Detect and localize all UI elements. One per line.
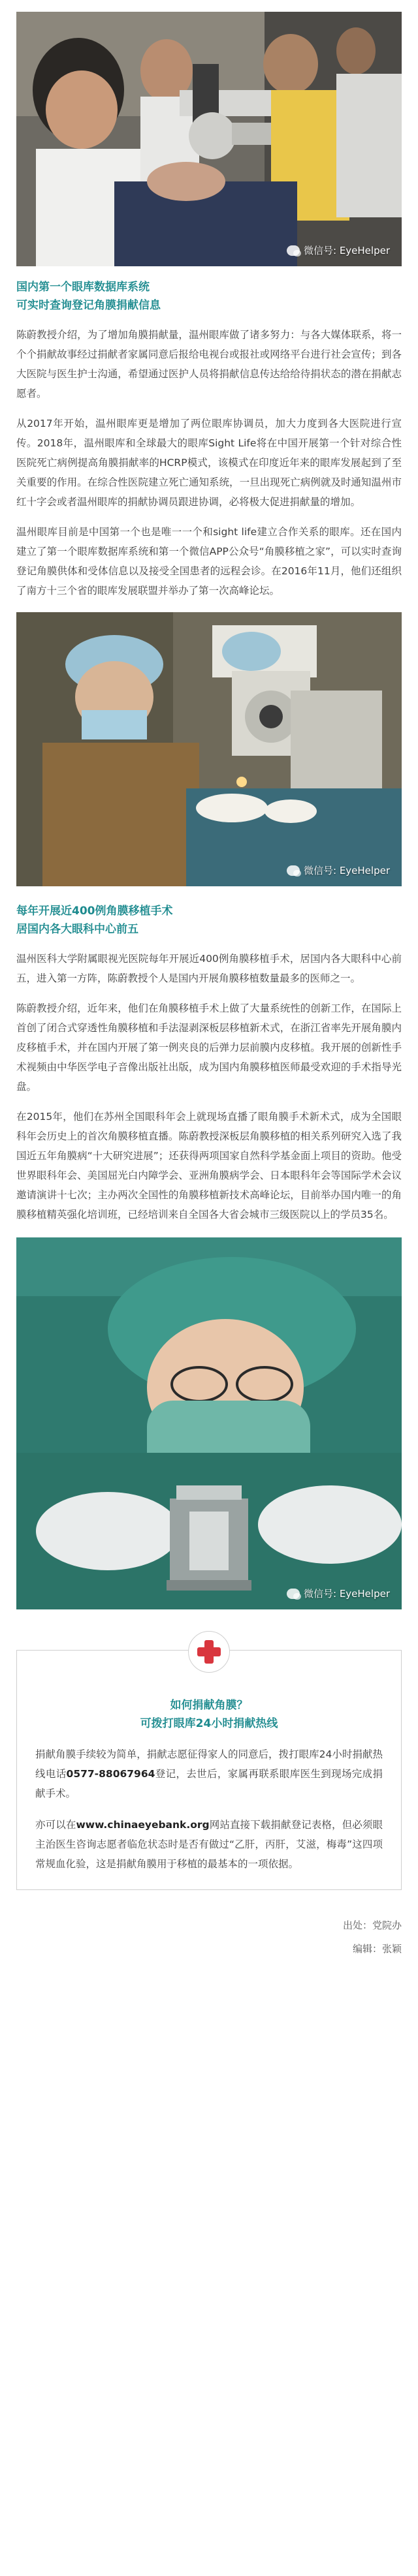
source-credit: 出处：党院办: [342, 1919, 402, 1931]
section1-heading-line1: 国内第一个眼库数据库系统: [16, 281, 150, 294]
section2-paragraph: 陈蔚教授介绍，近年来，他们在角膜移植手术上做了大量系统性的创新工作，在国际上首创了闭合式穿透性角膜移植和手法湿剥深板层移植新术式，在浙江省率先开展角膜内皮移植手术，并在国内开展了第一例夹良的后弹力层前膜内皮移植。我开展的创新性手术视频由中华医学电子音像出版社出版，成为国内角膜移植医师最受欢迎的手术指导光盘。: [16, 1002, 402, 1093]
info-title-line1: 如何捐献角膜？: [170, 1699, 248, 1712]
watermark: [287, 1587, 390, 1600]
info-title: [35, 1696, 383, 1733]
article: [0, 12, 418, 1958]
website-text-suffix: 网站直接下载捐献登记表格，但必须眼主治医生咨询志愿者临危状态时是否有做过“乙肝，丙肝，艾滋，梅毒”这四项常规血化验，这是捐献角膜用于移植的最基本的一项依据。: [35, 1819, 383, 1870]
section2-heading-line2: 居国内各大眼科中心前五: [16, 923, 138, 936]
watermark-text: 微信号: EyeHelper: [304, 865, 390, 877]
photo-scene-3: [16, 1237, 402, 1609]
section2-heading-line1: 每年开展近400例角膜移植手术: [16, 905, 173, 918]
hotline-text-suffix: 登记，去世后，家属再联系眼库医生到现场完成捐献手术。: [35, 1768, 383, 1799]
watermark: [287, 863, 390, 877]
photo-surgeon-trephine: [16, 1237, 402, 1609]
section1-paragraph: 温州眼库目前是中国第一个也是唯一一个和sight life建立合作关系的眼库。还在国内建立了第一个眼库数据库系统和第一个微信APP公众号“角膜移植之家”，可以实时查询登记角膜供体和受体信息以及接受全国患者的远程会诊。在2016年11月，他们还组织了南方十三个省的眼库发展联盟并举办了第一次高峰论坛。: [16, 526, 402, 597]
section2-paragraph: 在2015年，他们在苏州全国眼科年会上就现场直播了眼角膜手术新术式，成为全国眼科年会历史上的首次角膜移植直播。陈蔚教授深板层角膜移植的相关系列研究入选了我国近五年角膜病“十大研究进展”；还获得两项国家自然科学基金面上项目的资助。他受世界眼科年会、美国屈光白内障学会、亚洲角膜病学会、日本眼科年会等国际学术会议邀请演讲十七次；主办两次全国性的角膜移植新技术高峰论坛，目前举办国内唯一的角膜移植精英强化培训班，已经培训来自全国各大省会城市三级医院以上的学员35名。: [16, 1111, 402, 1220]
section1-paragraph: 从2017年开始，温州眼库更是增加了两位眼库协调员，加大力度到各大医院进行宣传。2018年，温州眼库和全球最大的眼库Sight Life将在中国开展第一个针对综合性医院死亡病例提高角膜捐献率的HCRP模式，该模式在印度近年来的眼库发展起到了至关重要的作用。在综合性医院建立死亡通知系统，一旦出现死亡病例就及时通知温州市红十字会或者温州眼库的捐献协调员跟进协调，必将极大促进捐献量的增加。: [16, 418, 402, 508]
hotline-text-prefix: 捐献角膜手续较为简单，捐献志愿征得家人的同意后，拨打眼库24小时捐献热线电话: [35, 1748, 383, 1780]
hotline-number: 0577-88067964: [66, 1768, 155, 1780]
info-paragraph-website: [35, 1815, 383, 1874]
section2-heading: [16, 902, 402, 939]
section1-paragraph: 陈蔚教授介绍，为了增加角膜捐献量，温州眼库做了诸多努力：与各大媒体联系，将一个个捐献故事经过捐献者家属同意后报给电视台或报社或网络平台进行社会宣传；到各大医院与医生护士沟通，希望通过医护人员将捐献信息传达给给待捐状态的潜在捐献志愿者。: [16, 329, 402, 399]
info-paragraph-hotline: [35, 1745, 383, 1803]
red-cross-icon: [196, 1639, 222, 1665]
section1-heading-line2: 可实时查询登记角膜捐献信息: [16, 299, 161, 312]
watermark: [287, 243, 390, 257]
website-text-prefix: 亦可以在: [35, 1819, 76, 1831]
section2-paragraph: 温州医科大学附属眼视光医院每年开展近400例角膜移植手术，居国内各大眼科中心前五，进入第一方阵，陈蔚教授个人是国内开展角膜移植数量最多的医师之一。: [16, 953, 402, 984]
info-title-line2: 可拨打眼库24小时捐献热线: [140, 1717, 278, 1730]
photo-surgeon-operating: [16, 612, 402, 886]
photo-surgeons-microscope: [16, 12, 402, 266]
watermark-text: 微信号: EyeHelper: [304, 245, 390, 256]
photo-scene-1: [16, 12, 402, 266]
watermark-text: 微信号: EyeHelper: [304, 1588, 390, 1600]
wechat-icon: [287, 245, 300, 256]
article-footer: [16, 1916, 402, 1958]
donation-info-box: [16, 1650, 402, 1890]
editor-credit: 编辑：张颖: [352, 1943, 402, 1955]
website-link[interactable]: www.chinaeyebank.org: [76, 1819, 210, 1831]
red-cross-badge: [188, 1631, 230, 1673]
wechat-icon: [287, 1589, 300, 1599]
section1-heading: [16, 278, 402, 315]
photo-scene-2: [16, 612, 402, 886]
wechat-icon: [287, 865, 300, 876]
